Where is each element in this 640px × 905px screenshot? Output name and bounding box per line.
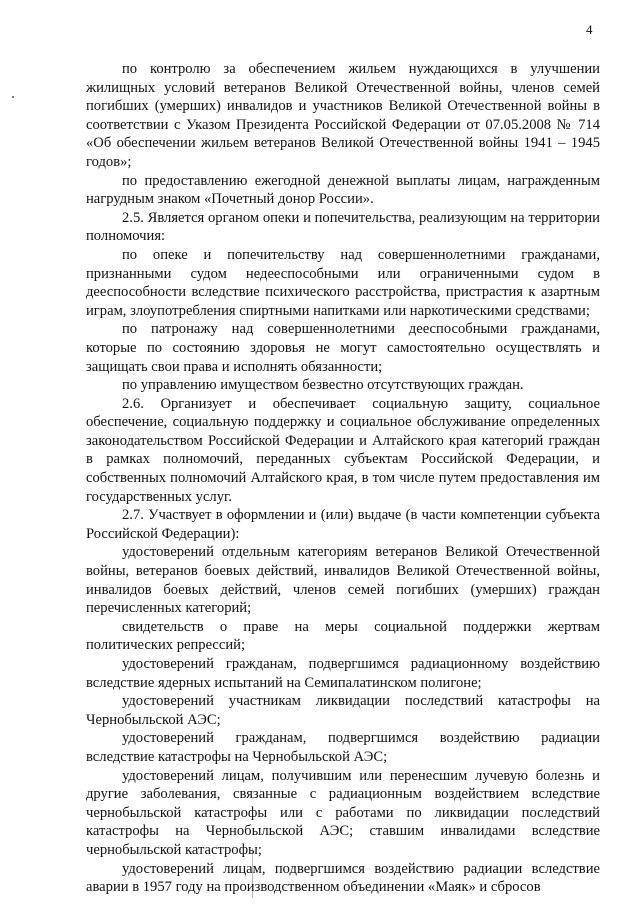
document-body: [86, 60, 600, 897]
paragraph: по контролю за обеспечением жильем нуждающихся в улучшении жилищных условий ветеранов Великой Отечественной войны, членов семей погибших (умерших) инвалидов и участников Великой Отечественной войны в соответствии с Указом Президента Российской Федерации от 07.05.2008 № 714 «Об обеспечении жильем ветеранов Великой Отечественной войны 1941 – 1945 годов»;: [86, 61, 600, 170]
paragraph: 2.5. Является органом опеки и попечительства, реализующим на территории полномочия:: [86, 209, 600, 245]
paragraph: удостоверений лицам, подвергшимся воздействию радиации вследствие аварии в 1957 году на производственном объединении «Маяк» и сбросов: [86, 860, 600, 896]
paragraph: удостоверений гражданам, подвергшимся радиационному воздействию вследствие ядерных испытаний на Семипалатинском полигоне;: [86, 656, 600, 691]
paragraph: по управлению имуществом безвестно отсутствующих граждан.: [122, 377, 524, 394]
page-number: 4: [586, 22, 593, 37]
paragraph: удостоверений лицам, получившим или перенесшим лучевую болезнь и другие заболевания, связанные с радиационным воздействием вследствие чернобыльской катастрофы или с работами по ликвидации последствий катастрофы на Чернобыльской АЭС; ставшим инвалидами вследствие чернобыльской катастрофы;: [86, 767, 600, 858]
paragraph: свидетельств о праве на меры социальной поддержки жертвам политических репрессий;: [86, 618, 600, 654]
scan-speck: [12, 96, 14, 98]
paragraph: по патронажу над совершеннолетними дееспособными гражданами, которые по состоянию здоровья не могут самостоятельно осуществлять и защищать свои права и исполнять обязанности;: [86, 321, 600, 375]
paragraph: 2.6. Организует и обеспечивает социальную защиту, социальное обеспечение, социальную поддержку и социальное обслуживание определенных законодательством Российской Федерации и Алтайского края категорий граждан в рамках полномочий, переданных субъектам Российской Федерации, и собственных полномочий Алтайского края, в том числе путем предоставления им государственных услуг.: [86, 395, 600, 505]
paragraph: 2.7. Участвует в оформлении и (или) выдаче (в части компетенции субъекта Российской Федерации):: [86, 507, 600, 542]
paragraph: удостоверений участникам ликвидации последствий катастрофы на Чернобыльской АЭС;: [86, 693, 600, 728]
paragraph: по опеке и попечительству над совершеннолетними гражданами, признанными судом недееспособными или ограниченными судом в дееспособности вследствие психического расстройства, пристрастия к азартным играм, злоупотребления спиртными напитками или наркотическими средствами;: [86, 246, 600, 319]
paragraph: по предоставлению ежегодной денежной выплаты лицам, награжденным нагрудным знаком «Почетный донор России».: [86, 172, 600, 208]
paragraph: удостоверений гражданам, подвергшимся воздействию радиации вследствие катастрофы на Чернобыльской АЭС;: [86, 730, 600, 765]
paragraph: удостоверений отдельным категориям ветеранов Великой Отечественной войны, ветеранов боевых действий, инвалидов Великой Отечественной войны, инвалидов боевых действий, членов семей погибших (умерших) граждан перечисленных категорий;: [86, 544, 600, 617]
